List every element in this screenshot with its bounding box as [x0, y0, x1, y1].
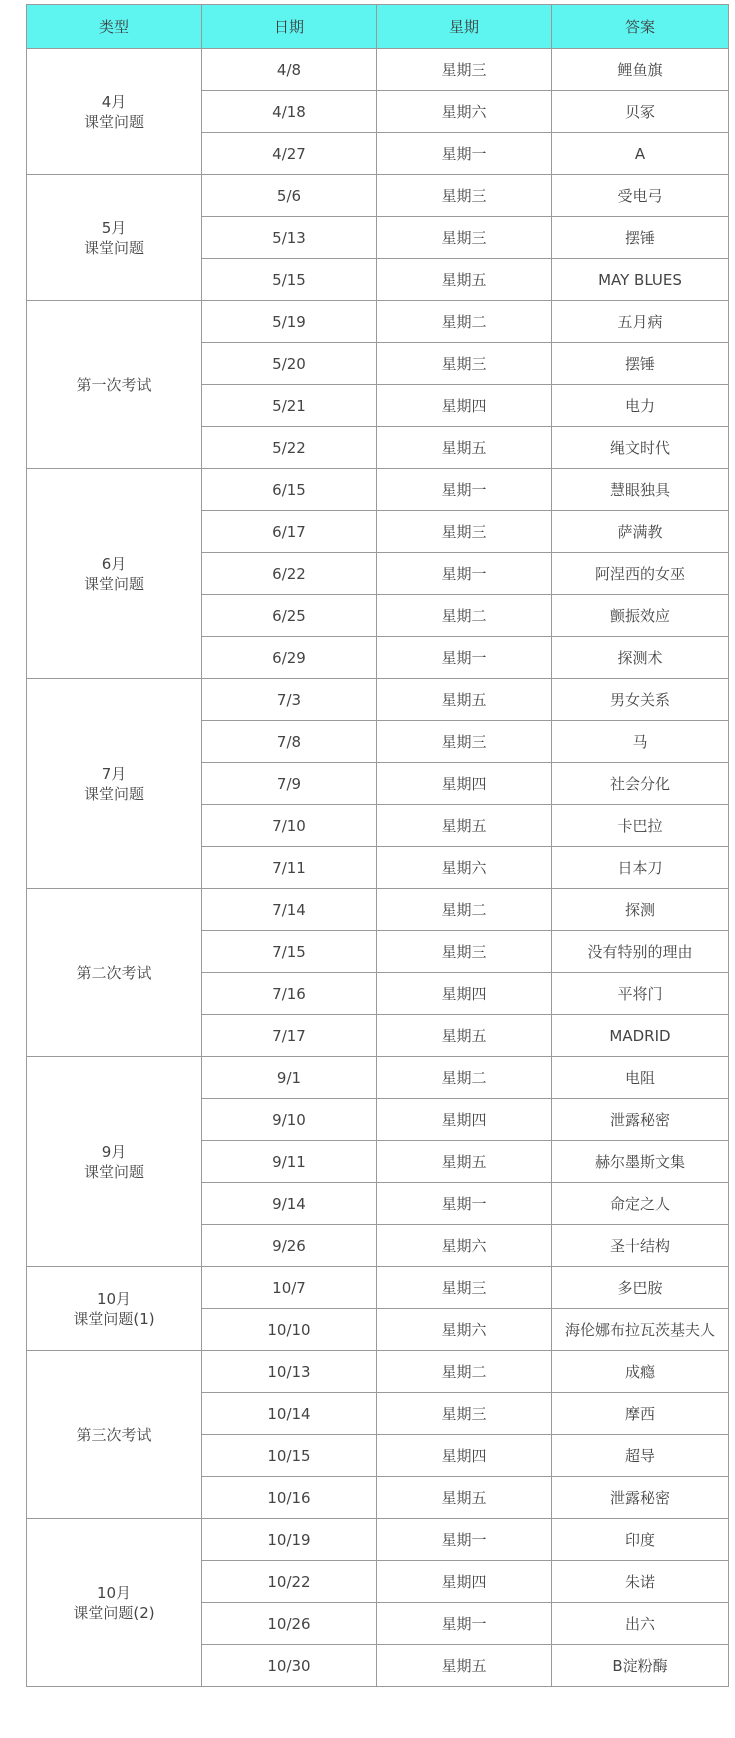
- weekday-cell: 星期五: [377, 1141, 552, 1183]
- date-cell: 5/6: [202, 175, 377, 217]
- weekday-cell: 星期五: [377, 679, 552, 721]
- answer-cell: 多巴胺: [552, 1267, 729, 1309]
- date-cell: 5/20: [202, 343, 377, 385]
- date-cell: 7/15: [202, 931, 377, 973]
- date-cell: 7/3: [202, 679, 377, 721]
- date-cell: 9/14: [202, 1183, 377, 1225]
- date-cell: 7/14: [202, 889, 377, 931]
- date-cell: 5/22: [202, 427, 377, 469]
- type-label: 课堂问题: [83, 784, 144, 803]
- table-row: [27, 49, 729, 91]
- type-label: 课堂问题(1): [73, 1309, 155, 1328]
- type-label: 第一次考试: [76, 375, 152, 394]
- answer-cell: 男女关系: [552, 679, 729, 721]
- weekday-cell: 星期五: [377, 259, 552, 301]
- type-label: 9月: [101, 1142, 127, 1161]
- date-cell: 4/18: [202, 91, 377, 133]
- weekday-cell: 星期四: [377, 1435, 552, 1477]
- weekday-cell: 星期五: [377, 1015, 552, 1057]
- answer-cell: 电阻: [552, 1057, 729, 1099]
- date-cell: 5/13: [202, 217, 377, 259]
- table-row: [27, 679, 729, 721]
- date-cell: 6/15: [202, 469, 377, 511]
- answer-cell: 贝冢: [552, 91, 729, 133]
- answer-cell: 慧眼独具: [552, 469, 729, 511]
- type-label: 课堂问题: [83, 1162, 144, 1181]
- date-cell: 7/16: [202, 973, 377, 1015]
- date-cell: 9/10: [202, 1099, 377, 1141]
- table-row: [27, 301, 729, 343]
- type-label: 6月: [101, 554, 127, 573]
- date-cell: 10/16: [202, 1477, 377, 1519]
- answer-cell: 印度: [552, 1519, 729, 1561]
- weekday-cell: 星期六: [377, 847, 552, 889]
- weekday-cell: 星期三: [377, 1393, 552, 1435]
- answer-table: [26, 4, 729, 1687]
- table-row: [27, 1519, 729, 1561]
- date-cell: 4/27: [202, 133, 377, 175]
- type-cell: [27, 1519, 202, 1687]
- answer-cell: B淀粉酶: [552, 1645, 729, 1687]
- answer-cell: 探测术: [552, 637, 729, 679]
- type-cell: [27, 1351, 202, 1519]
- weekday-cell: 星期二: [377, 889, 552, 931]
- type-label: 课堂问题(2): [73, 1603, 155, 1622]
- answer-cell: 颤振效应: [552, 595, 729, 637]
- date-cell: 10/14: [202, 1393, 377, 1435]
- answer-cell: 阿涅西的女巫: [552, 553, 729, 595]
- weekday-cell: 星期三: [377, 49, 552, 91]
- weekday-cell: 星期四: [377, 973, 552, 1015]
- weekday-cell: 星期三: [377, 1267, 552, 1309]
- type-cell: [27, 175, 202, 301]
- weekday-cell: 星期二: [377, 595, 552, 637]
- answer-cell: 绳文时代: [552, 427, 729, 469]
- weekday-cell: 星期五: [377, 1477, 552, 1519]
- weekday-cell: 星期五: [377, 805, 552, 847]
- type-cell: [27, 889, 202, 1057]
- type-label: 10月: [96, 1583, 132, 1602]
- header-weekday: 星期: [377, 5, 552, 49]
- table-row: [27, 889, 729, 931]
- answer-cell: 社会分化: [552, 763, 729, 805]
- date-cell: 4/8: [202, 49, 377, 91]
- date-cell: 10/30: [202, 1645, 377, 1687]
- answer-cell: 摆锤: [552, 343, 729, 385]
- type-cell: [27, 469, 202, 679]
- weekday-cell: 星期四: [377, 385, 552, 427]
- weekday-cell: 星期三: [377, 343, 552, 385]
- date-cell: 7/10: [202, 805, 377, 847]
- answer-cell: 没有特别的理由: [552, 931, 729, 973]
- header-row: [27, 5, 729, 49]
- type-label: 课堂问题: [83, 238, 144, 257]
- weekday-cell: 星期六: [377, 1225, 552, 1267]
- weekday-cell: 星期六: [377, 91, 552, 133]
- answer-cell: 平将门: [552, 973, 729, 1015]
- type-cell: [27, 679, 202, 889]
- date-cell: 6/17: [202, 511, 377, 553]
- weekday-cell: 星期三: [377, 511, 552, 553]
- answer-cell: 命定之人: [552, 1183, 729, 1225]
- date-cell: 7/11: [202, 847, 377, 889]
- table-row: [27, 175, 729, 217]
- date-cell: 10/19: [202, 1519, 377, 1561]
- answer-cell: 圣十结构: [552, 1225, 729, 1267]
- date-cell: 9/26: [202, 1225, 377, 1267]
- date-cell: 5/15: [202, 259, 377, 301]
- date-cell: 7/17: [202, 1015, 377, 1057]
- type-cell: [27, 1267, 202, 1351]
- date-cell: 6/25: [202, 595, 377, 637]
- answer-cell: 泄露秘密: [552, 1477, 729, 1519]
- date-cell: 5/19: [202, 301, 377, 343]
- answer-cell: 成瘾: [552, 1351, 729, 1393]
- date-cell: 5/21: [202, 385, 377, 427]
- answer-cell: 摩西: [552, 1393, 729, 1435]
- weekday-cell: 星期一: [377, 1519, 552, 1561]
- table-row: [27, 1351, 729, 1393]
- table-row: [27, 1267, 729, 1309]
- type-label: 5月: [101, 218, 127, 237]
- weekday-cell: 星期五: [377, 427, 552, 469]
- weekday-cell: 星期一: [377, 469, 552, 511]
- weekday-cell: 星期五: [377, 1645, 552, 1687]
- weekday-cell: 星期一: [377, 1603, 552, 1645]
- date-cell: 9/11: [202, 1141, 377, 1183]
- type-label: 7月: [101, 764, 127, 783]
- answer-cell: 萨满教: [552, 511, 729, 553]
- weekday-cell: 星期四: [377, 763, 552, 805]
- table-header: [27, 5, 729, 49]
- answer-cell: 摆锤: [552, 217, 729, 259]
- answer-cell: A: [552, 133, 729, 175]
- answer-cell: 探测: [552, 889, 729, 931]
- date-cell: 6/29: [202, 637, 377, 679]
- weekday-cell: 星期三: [377, 931, 552, 973]
- date-cell: 7/8: [202, 721, 377, 763]
- answer-cell: 朱诺: [552, 1561, 729, 1603]
- weekday-cell: 星期二: [377, 1057, 552, 1099]
- type-label: 第二次考试: [76, 963, 152, 982]
- answer-cell: 日本刀: [552, 847, 729, 889]
- weekday-cell: 星期四: [377, 1561, 552, 1603]
- header-type: 类型: [27, 5, 202, 49]
- date-cell: 10/22: [202, 1561, 377, 1603]
- date-cell: 7/9: [202, 763, 377, 805]
- answer-cell: 海伦娜布拉瓦茨基夫人: [552, 1309, 729, 1351]
- answer-cell: 马: [552, 721, 729, 763]
- date-cell: 6/22: [202, 553, 377, 595]
- date-cell: 10/10: [202, 1309, 377, 1351]
- header-answer: 答案: [552, 5, 729, 49]
- type-label: 第三次考试: [76, 1425, 152, 1444]
- type-cell: [27, 1057, 202, 1267]
- answer-cell: 出六: [552, 1603, 729, 1645]
- table-row: [27, 469, 729, 511]
- answer-cell: 受电弓: [552, 175, 729, 217]
- type-label: 4月: [101, 92, 127, 111]
- date-cell: 10/13: [202, 1351, 377, 1393]
- answer-cell: 泄露秘密: [552, 1099, 729, 1141]
- weekday-cell: 星期一: [377, 553, 552, 595]
- answer-cell: 五月病: [552, 301, 729, 343]
- type-label: 课堂问题: [83, 112, 144, 131]
- weekday-cell: 星期一: [377, 637, 552, 679]
- type-cell: [27, 301, 202, 469]
- date-cell: 10/26: [202, 1603, 377, 1645]
- table-row: [27, 1057, 729, 1099]
- weekday-cell: 星期三: [377, 217, 552, 259]
- weekday-cell: 星期二: [377, 301, 552, 343]
- weekday-cell: 星期三: [377, 721, 552, 763]
- answer-cell: 超导: [552, 1435, 729, 1477]
- weekday-cell: 星期四: [377, 1099, 552, 1141]
- weekday-cell: 星期六: [377, 1309, 552, 1351]
- answer-cell: MADRID: [552, 1015, 729, 1057]
- date-cell: 10/15: [202, 1435, 377, 1477]
- answer-cell: 卡巴拉: [552, 805, 729, 847]
- weekday-cell: 星期一: [377, 133, 552, 175]
- header-date: 日期: [202, 5, 377, 49]
- date-cell: 10/7: [202, 1267, 377, 1309]
- date-cell: 9/1: [202, 1057, 377, 1099]
- weekday-cell: 星期一: [377, 1183, 552, 1225]
- answer-cell: 电力: [552, 385, 729, 427]
- answer-cell: MAY BLUES: [552, 259, 729, 301]
- weekday-cell: 星期二: [377, 1351, 552, 1393]
- type-cell: [27, 49, 202, 175]
- answer-cell: 鲤鱼旗: [552, 49, 729, 91]
- answer-cell: 赫尔墨斯文集: [552, 1141, 729, 1183]
- type-label: 课堂问题: [83, 574, 144, 593]
- type-label: 10月: [96, 1289, 132, 1308]
- table-body: [27, 49, 729, 1687]
- weekday-cell: 星期三: [377, 175, 552, 217]
